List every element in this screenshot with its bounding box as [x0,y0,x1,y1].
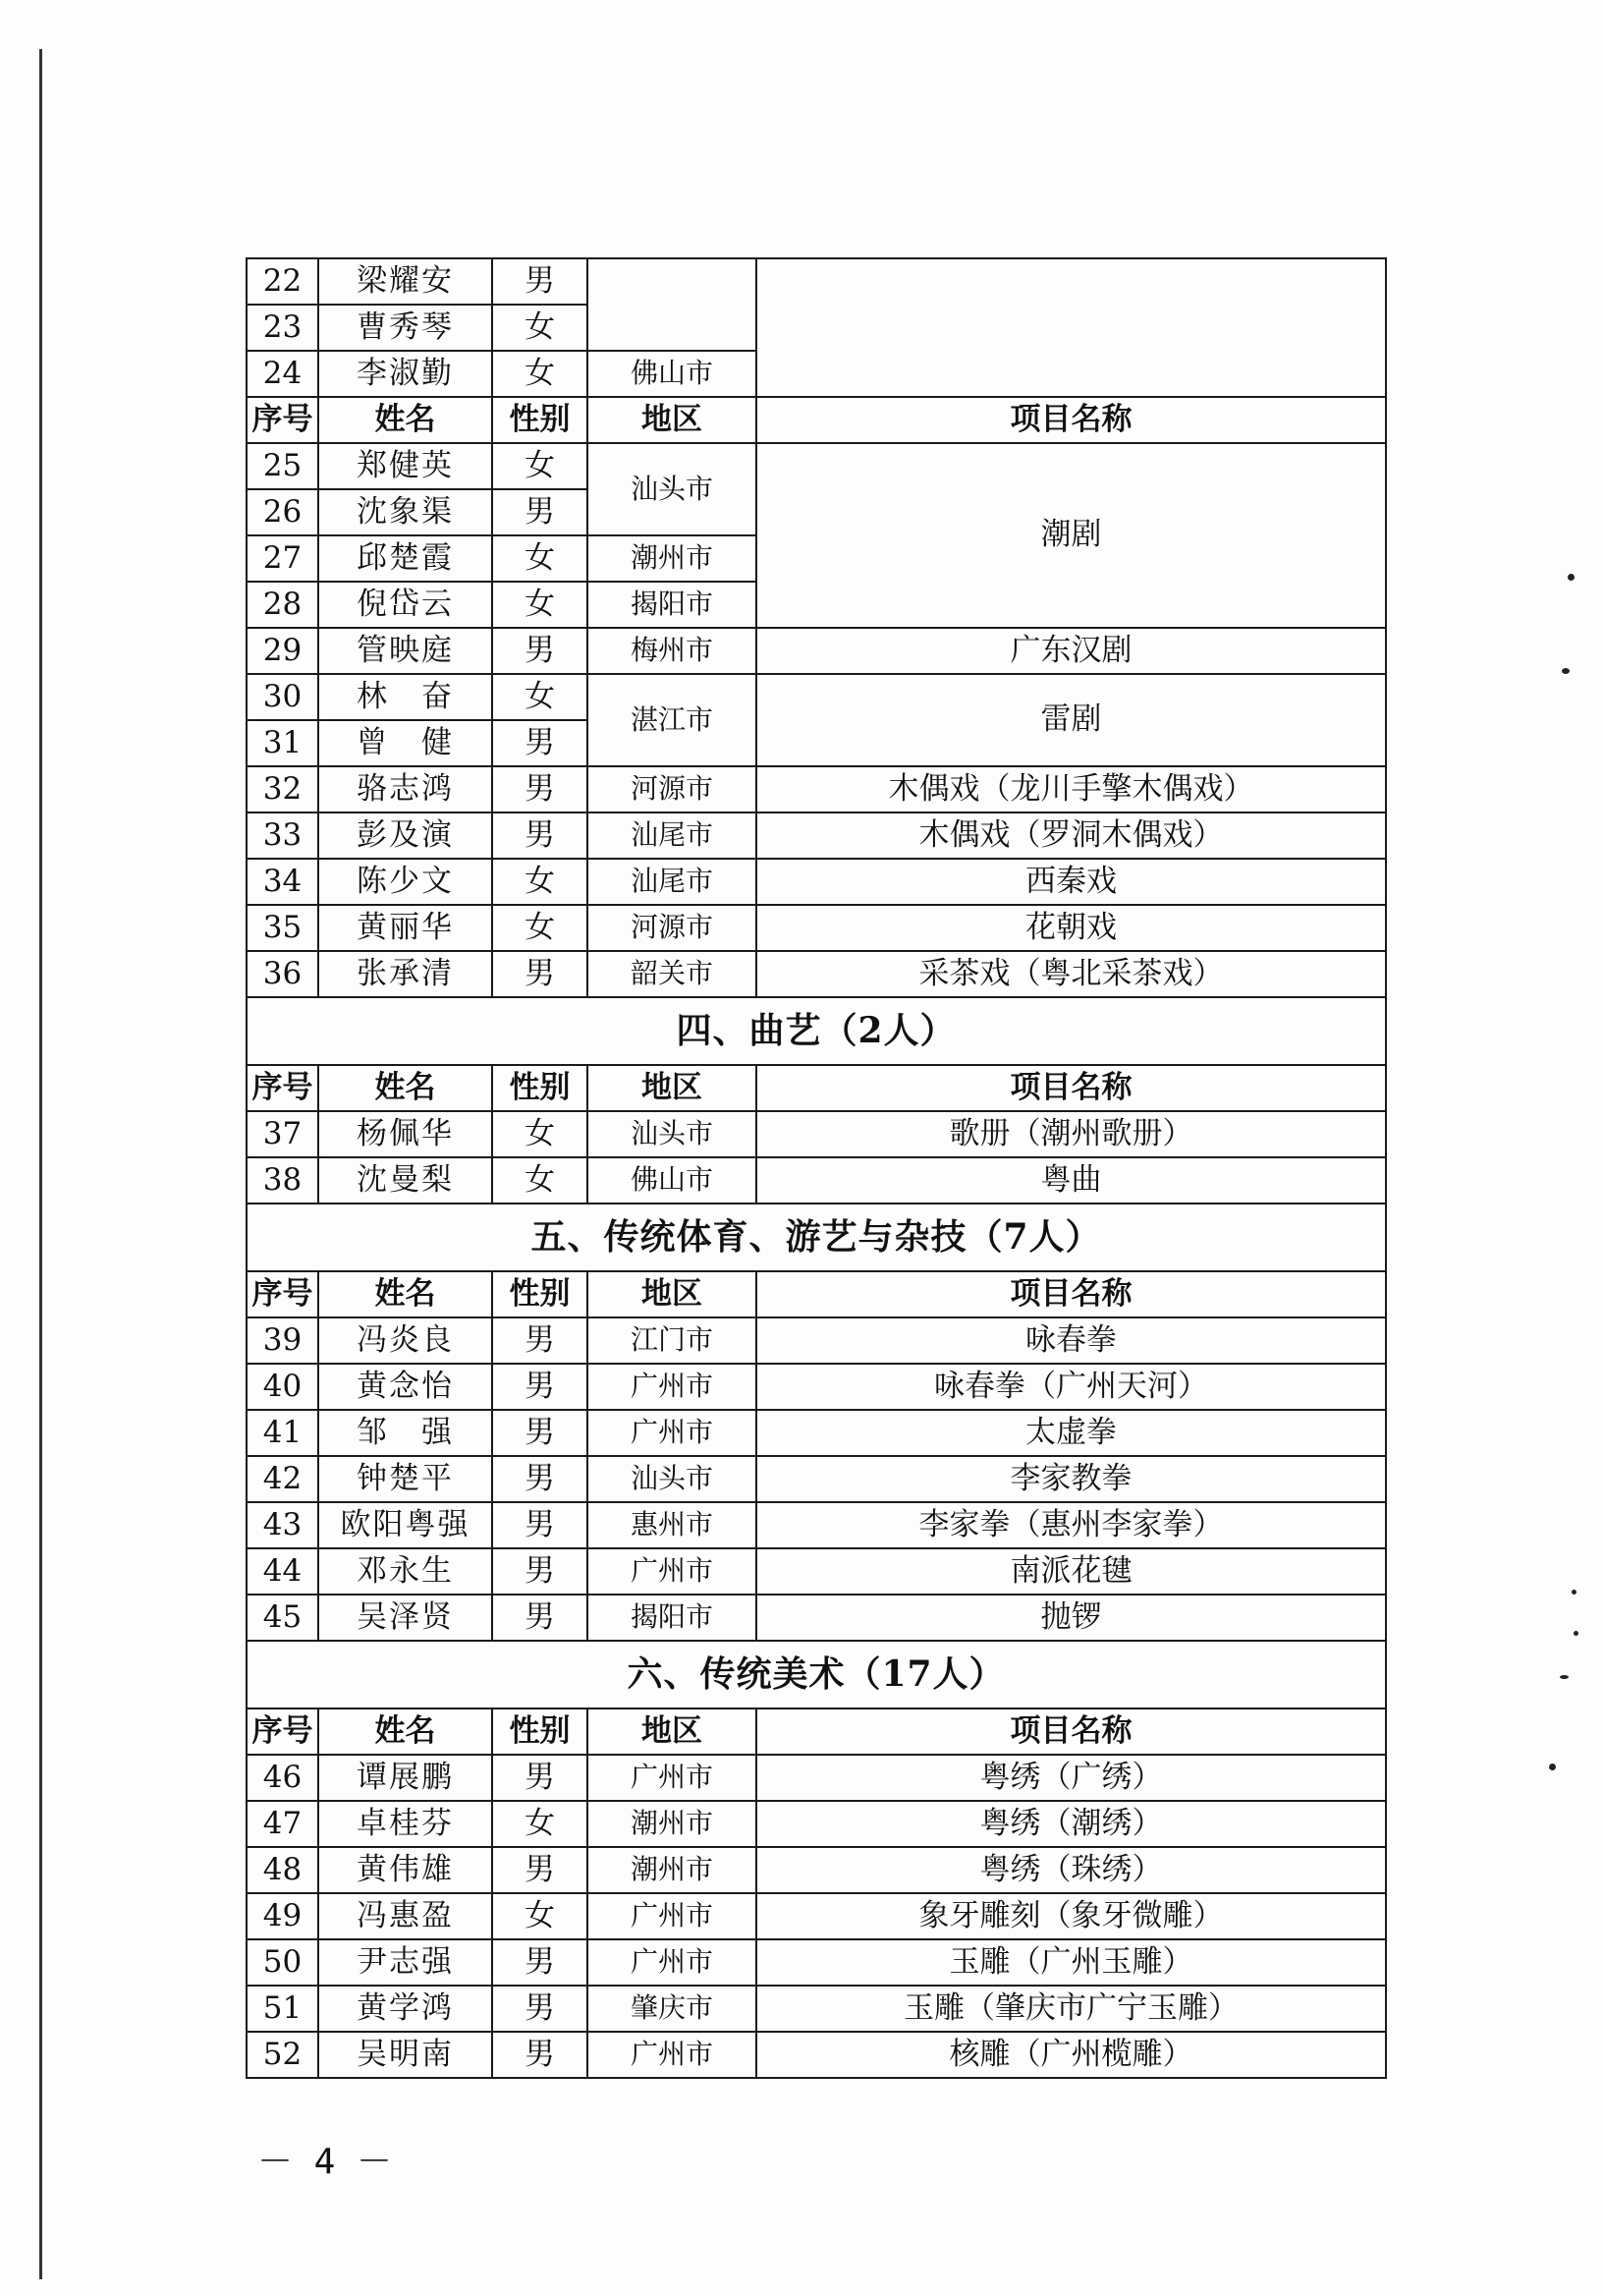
section-row [247,1204,1386,1271]
seq-cell: 51 [247,1986,318,2032]
region-cell: 广州市 [587,1755,756,1801]
seq-cell: 28 [247,582,318,628]
project-cell: 核雕（广州榄雕） [756,2032,1386,2078]
region-cell: 江门市 [587,1317,756,1364]
seq-cell: 22 [247,258,318,305]
header-project: 项目名称 [756,1708,1386,1755]
project-cell: 象牙雕刻（象牙微雕） [756,1893,1386,1939]
header-name: 姓名 [318,1271,492,1317]
gender-cell: 男 [492,1755,587,1801]
table-row [247,1111,1386,1157]
table-row [247,1548,1386,1595]
header-seq: 序号 [247,1708,318,1755]
name-cell: 黄丽华 [318,905,492,951]
scan-speck [1562,668,1570,674]
name-cell: 黄学鸿 [318,1986,492,2032]
region-cell: 汕尾市 [587,859,756,905]
name-cell: 骆志鸿 [318,766,492,812]
gender-cell: 男 [492,258,587,305]
gender-cell: 女 [492,582,587,628]
project-cell: 抛锣 [756,1595,1386,1641]
project-cell: 雷剧 [756,674,1386,766]
scan-speck [1549,1764,1556,1770]
seq-cell: 40 [247,1364,318,1410]
header-seq: 序号 [247,1271,318,1317]
region-cell: 广州市 [587,1939,756,1986]
project-cell: 玉雕（广州玉雕） [756,1939,1386,1986]
name-cell: 吴明南 [318,2032,492,2078]
seq-cell: 27 [247,535,318,582]
gender-cell: 男 [492,1502,587,1548]
header-name: 姓名 [318,1708,492,1755]
project-cell: 西秦戏 [756,859,1386,905]
table-row [247,443,1386,489]
header-row [247,1271,1386,1317]
seq-cell: 26 [247,489,318,535]
table-row [247,766,1386,812]
seq-cell: 47 [247,1801,318,1847]
gender-cell: 男 [492,1939,587,1986]
gender-cell: 女 [492,1111,587,1157]
name-cell: 管映庭 [318,628,492,674]
section-title: 四、曲艺（2人） [247,997,1386,1065]
table-row [247,674,1386,720]
header-row [247,397,1386,443]
seq-cell: 48 [247,1847,318,1893]
region-cell: 汕头市 [587,443,756,535]
gender-cell: 男 [492,1456,587,1502]
seq-cell: 52 [247,2032,318,2078]
gender-cell: 男 [492,489,587,535]
header-seq: 序号 [247,1065,318,1111]
header-region: 地区 [587,397,756,443]
name-cell: 黄念怡 [318,1364,492,1410]
name-cell: 卓桂芬 [318,1801,492,1847]
seq-cell: 46 [247,1755,318,1801]
name-cell: 欧阳粤强 [318,1502,492,1548]
seq-cell: 30 [247,674,318,720]
name-cell: 尹志强 [318,1939,492,1986]
project-cell: 采茶戏（粤北采茶戏） [756,951,1386,997]
gender-cell: 男 [492,812,587,859]
scan-speck [1568,574,1575,581]
region-cell: 广州市 [587,1893,756,1939]
name-cell: 谭展鹏 [318,1755,492,1801]
seq-cell: 32 [247,766,318,812]
seq-cell: 36 [247,951,318,997]
region-cell: 河源市 [587,905,756,951]
table-row [247,1410,1386,1456]
project-cell: 粤绣（广绣） [756,1755,1386,1801]
region-cell: 韶关市 [587,951,756,997]
seq-cell: 45 [247,1595,318,1641]
gender-cell: 男 [492,951,587,997]
seq-cell: 41 [247,1410,318,1456]
header-row [247,1708,1386,1755]
table-row [247,1893,1386,1939]
project-cell: 南派花毽 [756,1548,1386,1595]
gender-cell: 女 [492,535,587,582]
name-cell: 吴泽贤 [318,1595,492,1641]
gender-cell: 男 [492,766,587,812]
region-cell: 肇庆市 [587,1986,756,2032]
table-row [247,1317,1386,1364]
gender-cell: 男 [492,1595,587,1641]
seq-cell: 37 [247,1111,318,1157]
name-cell: 倪岱云 [318,582,492,628]
header-name: 姓名 [318,397,492,443]
header-region: 地区 [587,1065,756,1111]
section-title: 六、传统美术（17人） [247,1641,1386,1708]
name-cell: 李淑勤 [318,351,492,397]
page-number: － 4 － [257,2142,393,2182]
name-cell: 冯炎良 [318,1317,492,1364]
scan-speck [1572,1590,1576,1595]
header-gender: 性别 [492,1708,587,1755]
name-cell: 梁耀安 [318,258,492,305]
seq-cell: 43 [247,1502,318,1548]
gender-cell: 女 [492,351,587,397]
region-cell: 潮州市 [587,1847,756,1893]
gender-cell: 男 [492,628,587,674]
table-row [247,905,1386,951]
seq-cell: 24 [247,351,318,397]
table-row [247,2032,1386,2078]
gender-cell: 男 [492,1548,587,1595]
header-gender: 性别 [492,1065,587,1111]
name-cell: 陈少文 [318,859,492,905]
region-cell: 广州市 [587,1410,756,1456]
table-row [247,1456,1386,1502]
gender-cell: 男 [492,1317,587,1364]
region-cell: 汕头市 [587,1456,756,1502]
seq-cell: 34 [247,859,318,905]
gender-cell: 男 [492,1986,587,2032]
header-row [247,1065,1386,1111]
name-cell: 邓永生 [318,1548,492,1595]
region-cell: 潮州市 [587,535,756,582]
name-cell: 曹秀琴 [318,305,492,351]
name-cell: 邹 强 [318,1410,492,1456]
header-gender: 性别 [492,397,587,443]
table-row [247,1801,1386,1847]
project-cell: 潮剧 [756,443,1386,628]
region-cell: 河源市 [587,766,756,812]
project-cell: 木偶戏（龙川手擎木偶戏） [756,766,1386,812]
name-cell: 张承清 [318,951,492,997]
region-cell: 广州市 [587,1548,756,1595]
seq-cell: 31 [247,720,318,766]
table-row [247,1364,1386,1410]
section-row [247,997,1386,1065]
table-row [247,951,1386,997]
seq-cell: 38 [247,1157,318,1204]
name-cell: 邱楚霞 [318,535,492,582]
table-row [247,1502,1386,1548]
gender-cell: 男 [492,2032,587,2078]
table-row [247,1595,1386,1641]
region-cell: 汕头市 [587,1111,756,1157]
project-cell: 李家拳（惠州李家拳） [756,1502,1386,1548]
table-row [247,1986,1386,2032]
gender-cell: 女 [492,443,587,489]
region-cell: 广州市 [587,2032,756,2078]
seq-cell: 50 [247,1939,318,1986]
header-project: 项目名称 [756,1065,1386,1111]
project-cell: 广东汉剧 [756,628,1386,674]
seq-cell: 23 [247,305,318,351]
region-cell: 佛山市 [587,1157,756,1204]
gender-cell: 女 [492,905,587,951]
name-cell: 钟楚平 [318,1456,492,1502]
header-region: 地区 [587,1271,756,1317]
header-seq: 序号 [247,397,318,443]
section-title: 五、传统体育、游艺与杂技（7人） [247,1204,1386,1271]
seq-cell: 44 [247,1548,318,1595]
name-cell: 林 奋 [318,674,492,720]
gender-cell: 男 [492,1364,587,1410]
project-cell: 花朝戏 [756,905,1386,951]
region-cell: 揭阳市 [587,1595,756,1641]
project-cell: 李家教拳 [756,1456,1386,1502]
name-cell: 沈曼梨 [318,1157,492,1204]
project-cell: 太虚拳 [756,1410,1386,1456]
name-cell: 杨佩华 [318,1111,492,1157]
header-project: 项目名称 [756,397,1386,443]
region-cell: 湛江市 [587,674,756,766]
project-cell: 粤绣（珠绣） [756,1847,1386,1893]
seq-cell: 35 [247,905,318,951]
table-row [247,1939,1386,1986]
name-cell: 冯惠盈 [318,1893,492,1939]
seq-cell: 42 [247,1456,318,1502]
project-cell: 粤绣（潮绣） [756,1801,1386,1847]
project-cell: 咏春拳 [756,1317,1386,1364]
name-cell: 沈象渠 [318,489,492,535]
seq-cell: 33 [247,812,318,859]
project-cell: 咏春拳（广州天河） [756,1364,1386,1410]
region-cell: 潮州市 [587,1801,756,1847]
project-cell: 玉雕（肇庆市广宁玉雕） [756,1986,1386,2032]
table-row [247,1157,1386,1204]
project-cell-empty [756,258,1386,397]
gender-cell: 女 [492,1893,587,1939]
gender-cell: 男 [492,1410,587,1456]
scan-speck [1560,1675,1569,1679]
header-name: 姓名 [318,1065,492,1111]
gender-cell: 女 [492,1157,587,1204]
table-row [247,859,1386,905]
project-cell: 歌册（潮州歌册） [756,1111,1386,1157]
gender-cell: 男 [492,720,587,766]
seq-cell: 39 [247,1317,318,1364]
header-project: 项目名称 [756,1271,1386,1317]
gender-cell: 男 [492,1847,587,1893]
inheritor-table [246,257,1387,2079]
scan-speck [1574,1631,1578,1636]
region-cell: 广州市 [587,1364,756,1410]
region-cell-empty [587,258,756,351]
seq-cell: 49 [247,1893,318,1939]
name-cell: 彭及演 [318,812,492,859]
header-region: 地区 [587,1708,756,1755]
seq-cell: 29 [247,628,318,674]
name-cell: 黄伟雄 [318,1847,492,1893]
name-cell: 郑健英 [318,443,492,489]
region-cell: 惠州市 [587,1502,756,1548]
project-cell: 粤曲 [756,1157,1386,1204]
seq-cell: 25 [247,443,318,489]
table-row [247,1755,1386,1801]
gender-cell: 女 [492,859,587,905]
table-row [247,628,1386,674]
table-row [247,1847,1386,1893]
name-cell: 曾 健 [318,720,492,766]
gender-cell: 女 [492,674,587,720]
region-cell: 汕尾市 [587,812,756,859]
header-gender: 性别 [492,1271,587,1317]
region-cell: 佛山市 [587,351,756,397]
binding-line [39,49,42,2279]
region-cell: 揭阳市 [587,582,756,628]
region-cell: 梅州市 [587,628,756,674]
gender-cell: 女 [492,305,587,351]
table-row [247,812,1386,859]
project-cell: 木偶戏（罗洞木偶戏） [756,812,1386,859]
gender-cell: 女 [492,1801,587,1847]
section-row [247,1641,1386,1708]
table-row [247,258,1386,305]
